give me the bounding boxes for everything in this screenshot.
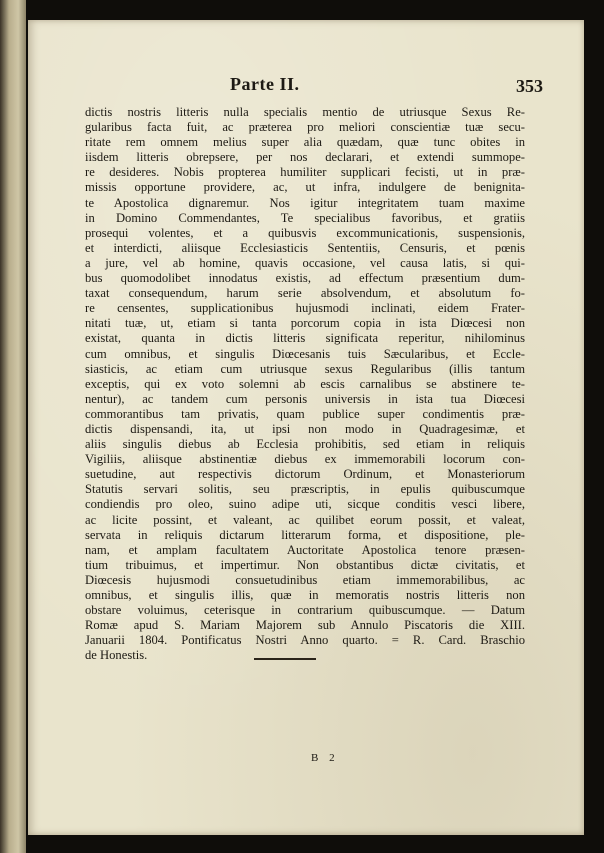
- text-line: suetudine, aut respectivis dictorum Ordinum, et Monasteriorum: [85, 467, 525, 482]
- text-line: Vigiliis, aliisque abstinentiæ diebus ex immemorabili locorum con-: [85, 452, 525, 467]
- text-line: condiendis pro oleo, suino adipe uti, sicque conditis vesci libere,: [85, 497, 525, 512]
- text-line: prosequi volentes, et a quibusvis excommunicationis, suspensionis,: [85, 225, 525, 240]
- text-line: taxat consequendum, harum serie absolvendum, et absolutum fo-: [85, 286, 525, 301]
- text-line: Statutis servari solitis, seu præscriptis, in epulis quibuscumque: [85, 482, 525, 497]
- text-line: missis opportune providere, ac, ut infra, indulgere de benignita-: [85, 180, 525, 195]
- text-line: commorantibus tam privatis, quam publice super condimentis præ-: [85, 406, 525, 421]
- text-line: tium tribuimus, et impertimur. Non obstantibus dictæ civitatis, et: [85, 557, 525, 572]
- text-line: Romæ apud S. Mariam Majorem sub Annulo Piscatoris die XIII.: [85, 618, 525, 633]
- text-line: Diœcesis hujusmodi consuetudinibus etiam immemorabilibus, ac: [85, 572, 525, 587]
- book-page: [28, 20, 584, 835]
- text-line: nentur), ac tandem cum personis universis in ista tua Diœcesi: [85, 391, 525, 406]
- facing-page-edge: [0, 0, 26, 853]
- signature-mark: B 2: [311, 752, 339, 764]
- text-line: servata in reliquis dictarum litterarum forma, et dispositione, ple-: [85, 527, 525, 542]
- text-line: te Apostolica dignaremur. Nos igitur integritatem tuam maxime: [85, 195, 525, 210]
- body-text: [85, 105, 525, 663]
- text-line: gularibus facta fuit, ac præterea pro meliori conscientiæ tuæ secu-: [85, 120, 525, 135]
- text-line: ritate rem omnem melius super alia quædam, quæ tunc obites in: [85, 135, 525, 150]
- text-line: et interdicti, aliisque Ecclesiasticis Sententiis, Censuris, et pœnis: [85, 240, 525, 255]
- running-head: Parte II.: [230, 74, 300, 94]
- text-line: cum omnibus, et singulis Diœcesanis tuis Sæcularibus, et Eccle-: [85, 346, 525, 361]
- text-line: exceptis, qui ex voto solemni ab escis carnalibus se abstinere te-: [85, 376, 525, 391]
- text-line: re censentes, supplicationibus hujusmodi inclinati, eidem Frater-: [85, 301, 525, 316]
- text-line: dictis nostris litteris nulla specialis mentio de utriusque Sexus Re-: [85, 105, 525, 119]
- text-line: de Honestis.: [85, 648, 148, 663]
- section-rule: [254, 658, 316, 660]
- text-line: re desideres. Nobis propterea humiliter supplicari fecisti, ut in præ-: [85, 165, 525, 180]
- text-line: ac licite possint, et valeant, ac quilibet eorum possit, et valeat,: [85, 512, 525, 527]
- text-line: existat, quanta in dictis litteris significata reperitur, nihilominus: [85, 331, 525, 346]
- text-line: iisdem litteris obrepsere, per nos declarari, et extendi summope-: [85, 150, 525, 165]
- text-line: Januarii 1804. Pontificatus Nostri Anno quarto. = R. Card. Braschio: [85, 633, 525, 648]
- text-line: bus quomodolibet innodatus existis, ad effectum præsentium dum-: [85, 271, 525, 286]
- text-line: siasticis, ac etiam cum utriusque sexus Regularibus (illis tantum: [85, 361, 525, 376]
- text-line: nam, et amplam facultatem Auctoritate Apostolica tenore præsen-: [85, 542, 525, 557]
- text-line: nitati tuæ, ut, etiam si tanta porcorum copia in ista Diœcesi non: [85, 316, 525, 331]
- text-line: a jure, vel ab homine, quavis occasione, vel causa latis, si qui-: [85, 255, 525, 270]
- page-number: 353: [516, 76, 543, 96]
- page-header: [28, 74, 584, 102]
- text-line: aliis singulis diebus ab Ecclesia prohibitis, sed etiam in reliquis: [85, 437, 525, 452]
- text-line: omnibus, et singulis illis, quæ in memoratis nostris litteris non: [85, 588, 525, 602]
- text-line: obstare voluimus, ceterisque in contrarium quibuscumque. — Datum: [85, 603, 525, 618]
- text-line: dictis dispensandi, ita, ut ipsi non modo in Quadragesimæ, et: [85, 421, 525, 436]
- text-line: in Domino Commendantes, Te specialibus favoribus, et gratiis: [85, 210, 525, 225]
